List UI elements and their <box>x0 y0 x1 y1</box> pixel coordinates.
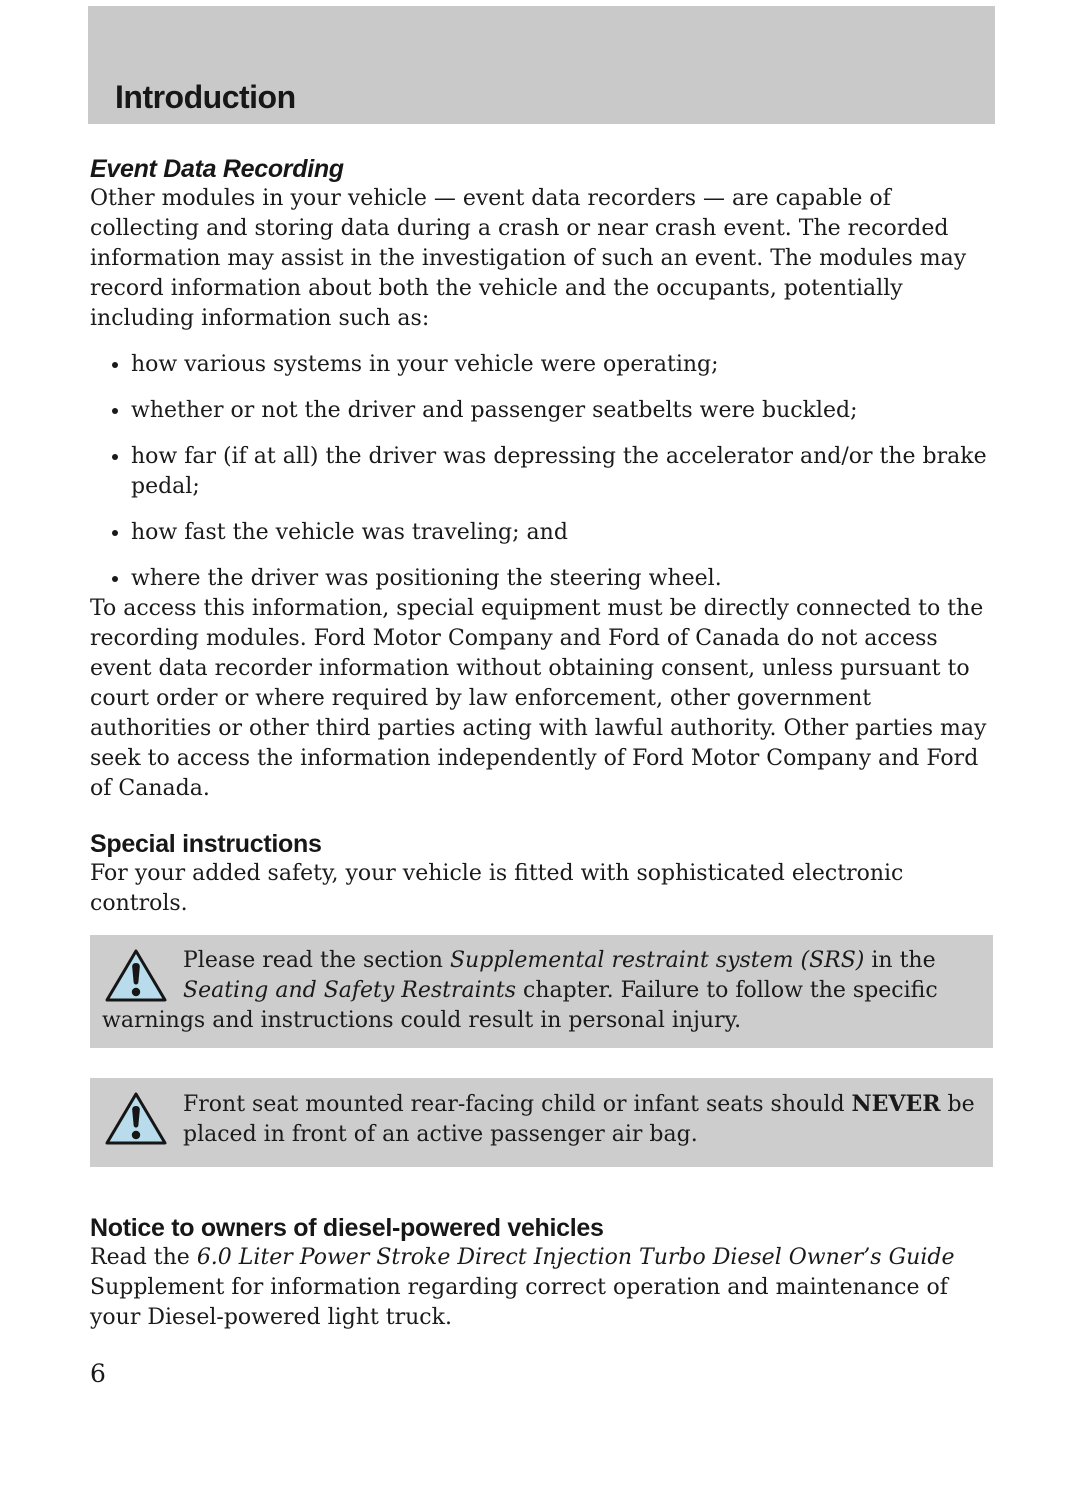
warning-triangle-icon <box>104 948 168 1004</box>
notice-text-segment-italic: 6.0 Liter Power Stroke Direct Injection Turbo Diesel Owner’s Guide <box>196 1245 955 1270</box>
warning-text-segment-italic: Supplemental restraint system (SRS) <box>449 948 865 973</box>
page-footer <box>0 1359 1080 1388</box>
warning-text-segment: Front seat mounted rear-facing child or infant seats should <box>183 1092 852 1117</box>
notice-text-segment: Read the <box>90 1245 197 1270</box>
page-number: 6 <box>90 1359 106 1388</box>
warning-box-srs <box>90 935 993 1048</box>
list-item: • whether or not the driver and passenger seatbelts were buckled; <box>131 396 993 426</box>
warning-box-child-seat <box>90 1078 993 1167</box>
paragraph-event-data-access: To access this information, special equipment must be directly connected to the recording modules. Ford Motor Company and Ford of Canada do not access event data recorder information without obtaining consent, unless pursuant to court order or where required by law enforcement, other government authorities or other third parties acting with lawful authority. Other parties may seek to access the information independently of Ford Motor Company and Ford of Canada. <box>90 596 987 801</box>
section-heading-event-data-recording: Event Data Recording <box>90 155 344 183</box>
warning-text-segment-italic: Seating and Safety Restraints <box>183 978 516 1003</box>
warning-triangle-icon <box>104 1091 168 1147</box>
warning-text <box>102 946 981 1036</box>
warning-text-segment: be placed in front of an active passenger air bag. <box>183 1092 975 1147</box>
list-item: • where the driver was positioning the steering wheel. <box>131 564 993 594</box>
chapter-header-band <box>88 6 995 124</box>
warning-text-segment: in the <box>864 948 936 973</box>
paragraph-diesel-notice <box>90 1243 993 1333</box>
warning-text <box>102 1089 981 1150</box>
page-content <box>90 154 993 1333</box>
warning-text-segment: chapter. Failure to follow the specific warnings and instructions could result in personal injury. <box>102 978 938 1033</box>
warning-text-segment-bold: NEVER <box>851 1091 941 1117</box>
section-heading-special-instructions: Special instructions <box>90 830 322 858</box>
list-item: • how various systems in your vehicle were operating; <box>131 350 993 380</box>
chapter-title: Introduction <box>115 79 296 115</box>
warning-text-segment: Please read the section <box>183 948 450 973</box>
list-item: • how fast the vehicle was traveling; and <box>131 518 993 548</box>
list-item: • how far (if at all) the driver was depressing the accelerator and/or the brake pedal; <box>131 442 993 502</box>
paragraph-special-instructions: For your added safety, your vehicle is fitted with sophisticated electronic controls. <box>90 861 904 916</box>
bullet-list-recorded-info <box>90 350 993 594</box>
section-heading-diesel-notice: Notice to owners of diesel-powered vehicles <box>90 1214 604 1242</box>
notice-text-segment: Supplement for information regarding correct operation and maintenance of your Diesel-powered light truck. <box>90 1275 948 1330</box>
paragraph-event-data-intro: Other modules in your vehicle — event data recorders — are capable of collecting and storing data during a crash or near crash event. The recorded information may assist in the investigation of such an event. The modules may record information about both the vehicle and the occupants, potentially including information such as: <box>90 186 967 331</box>
